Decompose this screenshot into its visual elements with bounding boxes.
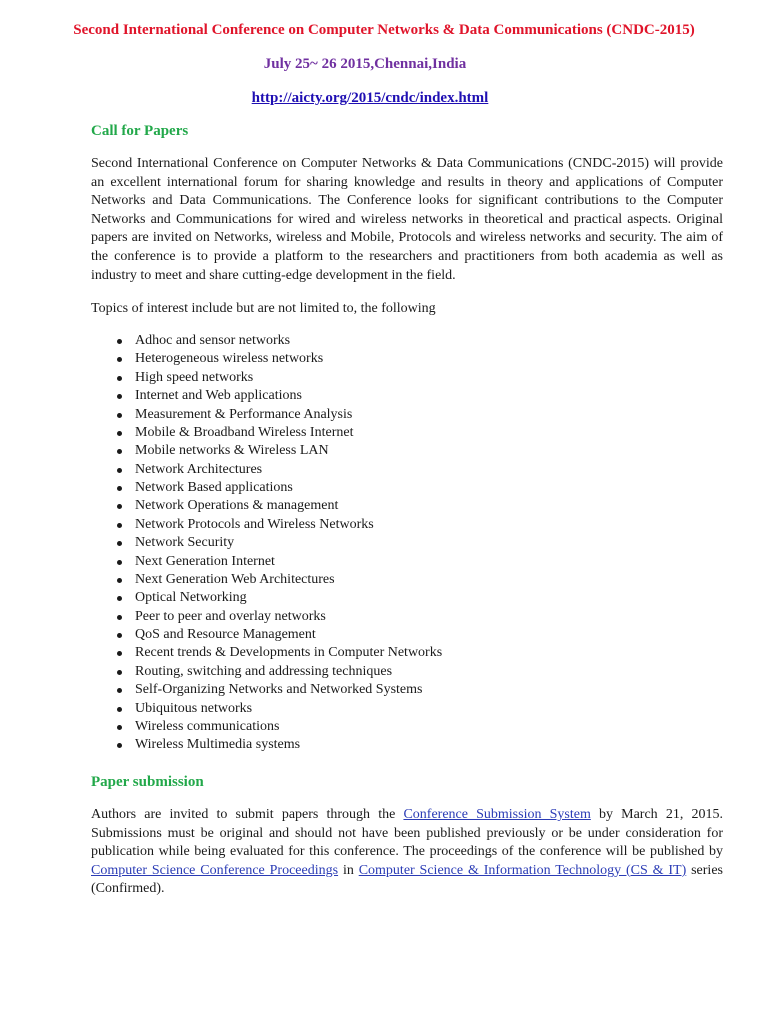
topic-item: Mobile & Broadband Wireless Internet bbox=[91, 424, 442, 442]
topics-list bbox=[91, 332, 442, 755]
topic-item: Wireless communications bbox=[91, 718, 442, 736]
submission-text-4: series (Confirmed). bbox=[91, 862, 723, 897]
topic-item: High speed networks bbox=[91, 369, 442, 387]
topic-item: QoS and Resource Management bbox=[91, 626, 442, 644]
topic-item: Wireless Multimedia systems bbox=[91, 736, 442, 754]
conference-title: Second International Conference on Computer Networks & Data Communications (CNDC-2015) bbox=[73, 22, 695, 38]
topic-item: Optical Networking bbox=[91, 589, 442, 607]
conference-url bbox=[0, 90, 740, 107]
topic-item: Routing, switching and addressing techniques bbox=[91, 663, 442, 681]
topic-item: Network Protocols and Wireless Networks bbox=[91, 516, 442, 534]
topic-item: Peer to peer and overlay networks bbox=[91, 608, 442, 626]
topic-item: Adhoc and sensor networks bbox=[91, 332, 442, 350]
call-for-papers-heading: Call for Papers bbox=[91, 123, 189, 139]
topic-item: Heterogeneous wireless networks bbox=[91, 350, 442, 368]
conference-url-link[interactable]: http://aicty.org/2015/cndc/index.html bbox=[251, 90, 489, 106]
paper-submission-text bbox=[91, 806, 723, 899]
topic-item: Measurement & Performance Analysis bbox=[91, 406, 442, 424]
topic-item: Self-Organizing Networks and Networked Systems bbox=[91, 681, 442, 699]
conference-date-location: July 25~ 26 2015,Chennai,India bbox=[263, 56, 467, 72]
submission-system-link[interactable]: Conference Submission System bbox=[403, 807, 591, 822]
topic-item: Recent trends & Developments in Computer Networks bbox=[91, 644, 442, 662]
topic-item: Network Operations & management bbox=[91, 497, 442, 515]
topic-item: Mobile networks & Wireless LAN bbox=[91, 442, 442, 460]
topic-item: Network Security bbox=[91, 534, 442, 552]
topics-intro: Topics of interest include but are not limited to, the following bbox=[91, 301, 436, 316]
topic-item: Ubiquitous networks bbox=[91, 700, 442, 718]
topic-item: Internet and Web applications bbox=[91, 387, 442, 405]
csit-series-link[interactable]: Computer Science & Information Technology (CS & IT) bbox=[358, 862, 687, 878]
submission-text-3: in bbox=[338, 862, 359, 878]
paper-submission-heading: Paper submission bbox=[91, 774, 204, 790]
topic-item: Network Based applications bbox=[91, 479, 442, 497]
topic-item: Network Architectures bbox=[91, 461, 442, 479]
topic-item: Next Generation Web Architectures bbox=[91, 571, 442, 589]
submission-text-2: by March 21, 2015. Submissions must be original and should not have been published previously or be under consideration for publication while being evaluated for this conference. The proceedings of the conference will be published by bbox=[91, 807, 723, 860]
submission-text-1: Authors are invited to submit papers through the bbox=[91, 807, 404, 822]
call-for-papers-intro: Second International Conference on Computer Networks & Data Communications (CNDC-2015) will provide an excellent international forum for sharing knowledge and results in theory and applications of Computer Networks and Data Communications. The Conference looks for significant contributions to the Computer Networks and Communications for wired and wireless networks in theoretical and practical aspects. Original papers are invited on Networks, wireless and Mobile, Protocols and wireless networks and security. The aim of the conference is to provide a platform to the researchers and practitioners from both academia as well as industry to meet and share cutting-edge development in the field. bbox=[91, 156, 723, 283]
proceedings-link[interactable]: Computer Science Conference Proceedings bbox=[91, 862, 339, 878]
topic-item: Next Generation Internet bbox=[91, 553, 442, 571]
